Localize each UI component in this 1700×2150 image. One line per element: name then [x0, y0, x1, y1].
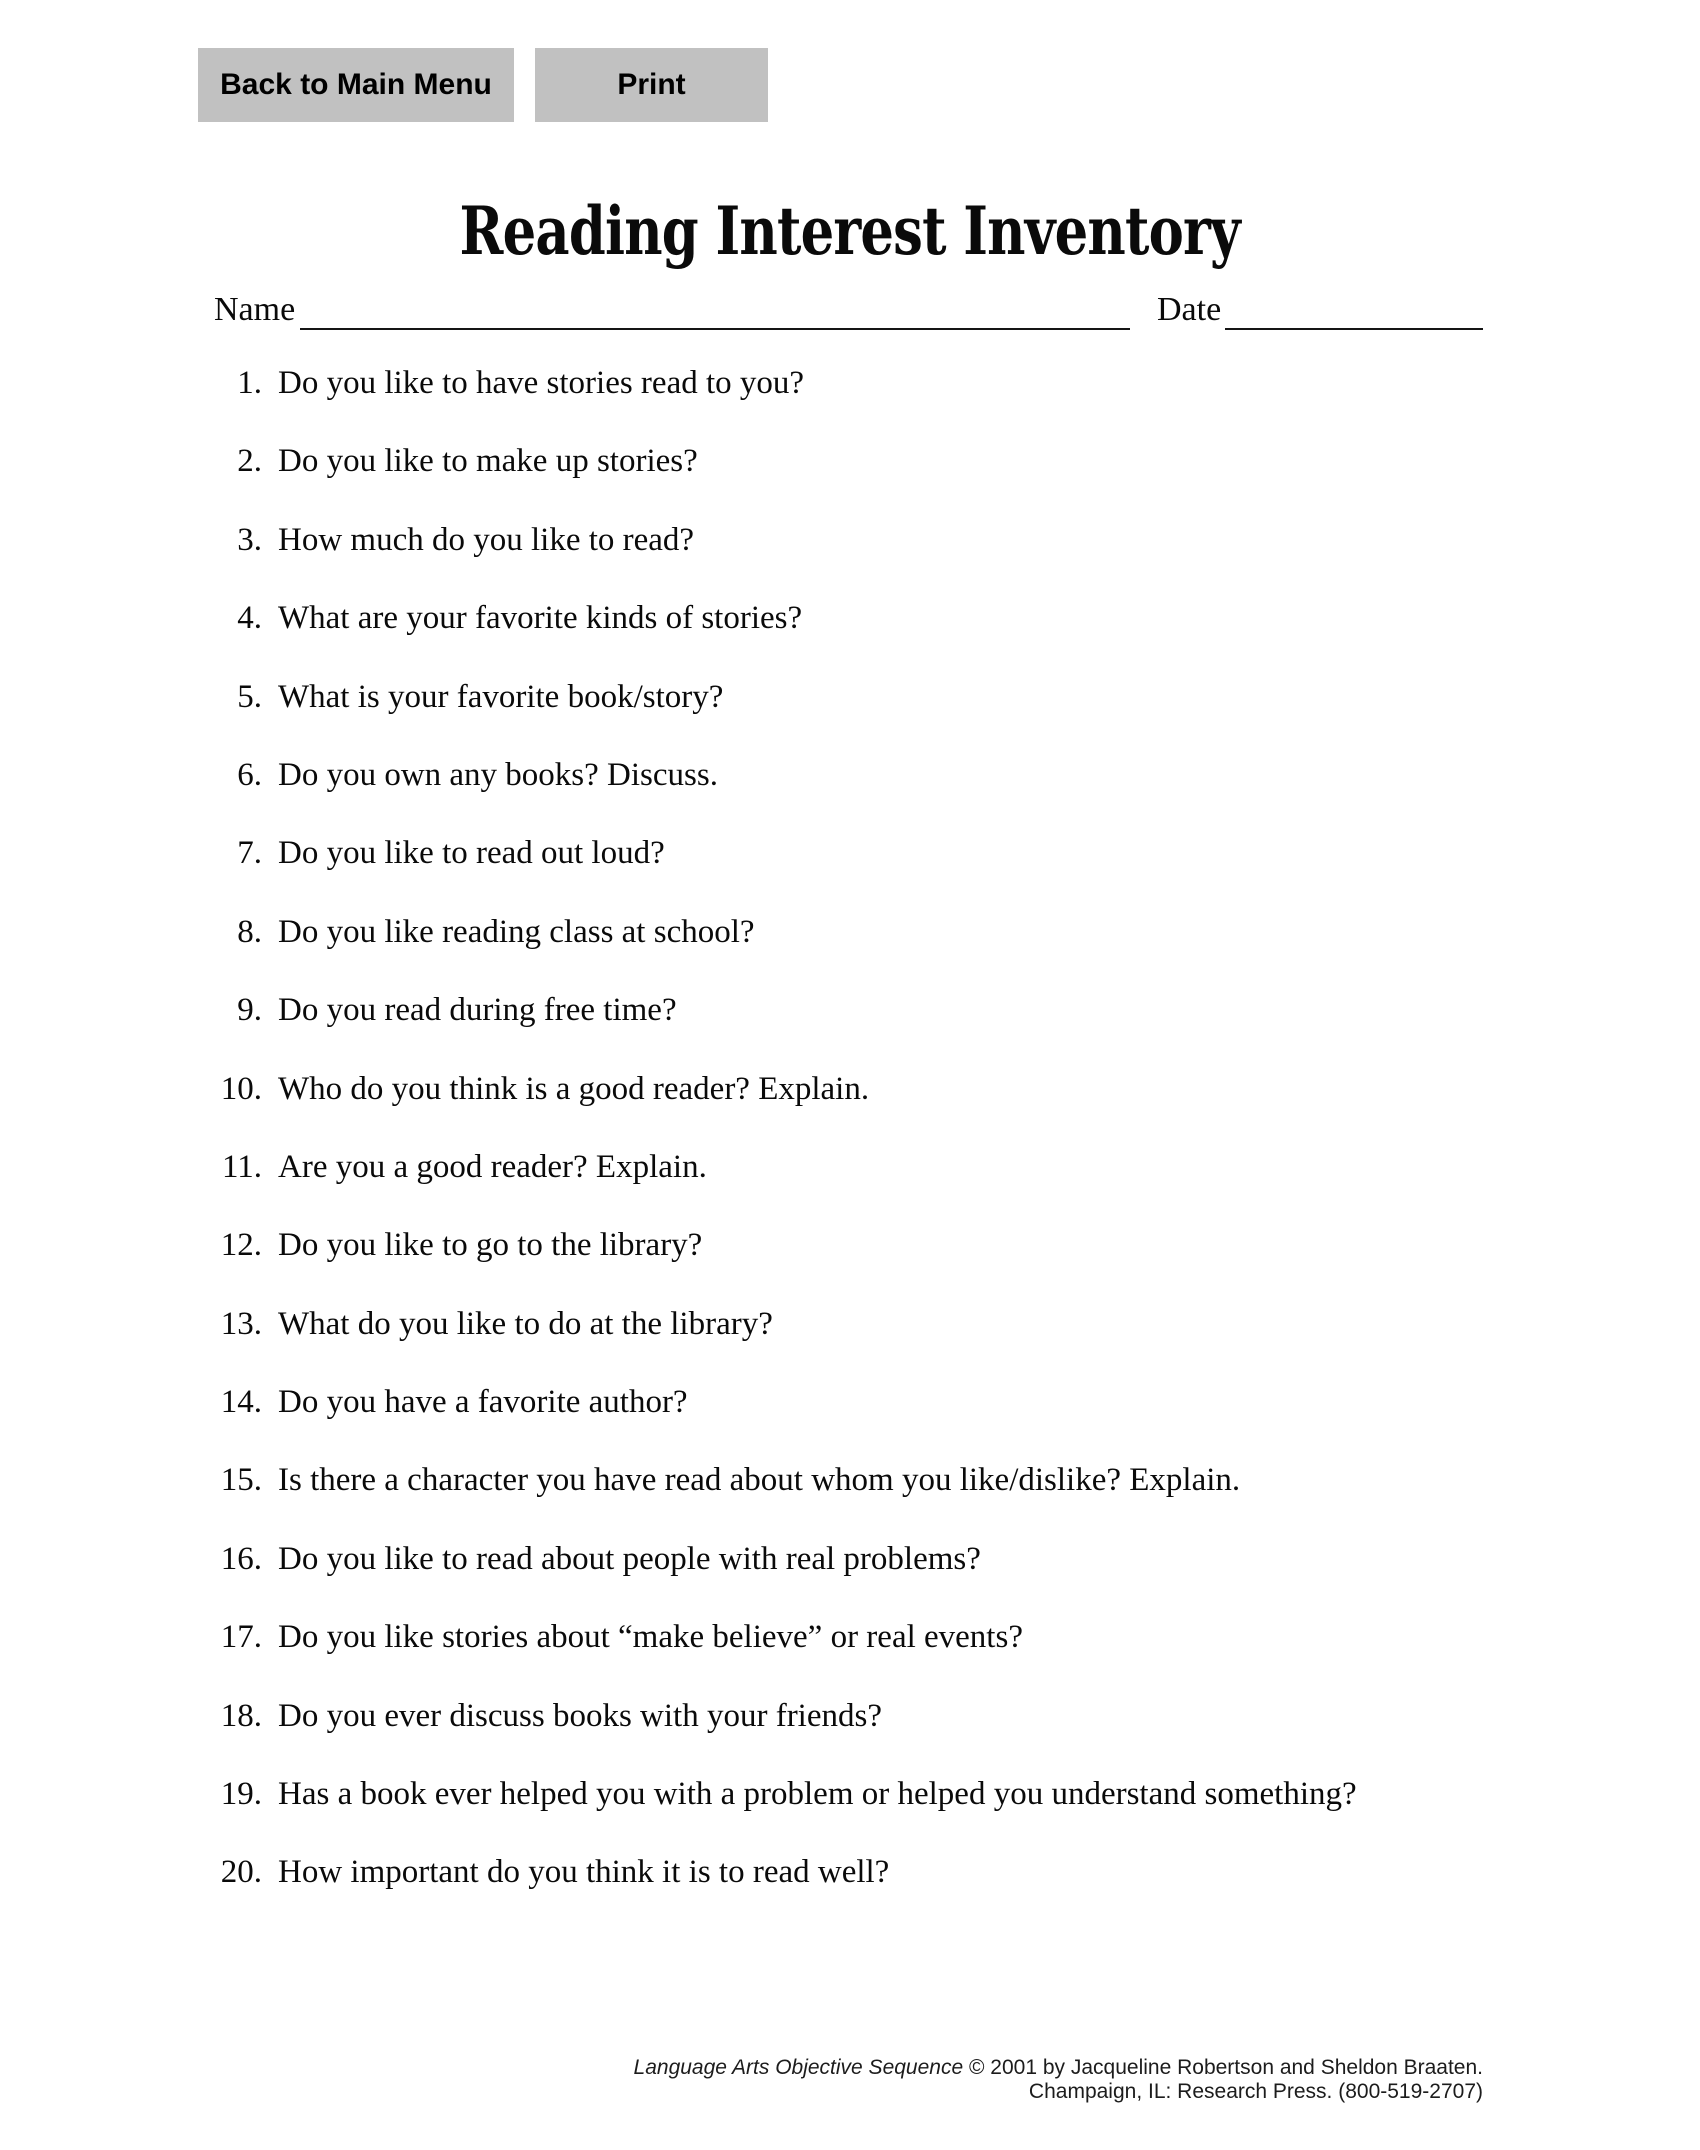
- question-number: 3.: [237, 521, 262, 558]
- question-row: [180, 1384, 1357, 1462]
- question-row: [180, 522, 1357, 600]
- question-number: 13.: [220, 1305, 262, 1342]
- question-row: [180, 1071, 1357, 1149]
- question-row: [180, 600, 1357, 678]
- question-number: 2.: [237, 443, 262, 480]
- question-row: [180, 443, 1357, 521]
- question-number: 1.: [237, 365, 262, 401]
- question-row: [180, 757, 1357, 835]
- question-text: Do you like reading class at school?: [278, 913, 755, 950]
- question-text: Do you like to read about people with real problems?: [278, 1540, 981, 1577]
- question-text: Do you ever discuss books with your friends?: [278, 1697, 882, 1734]
- question-row: [180, 1541, 1357, 1619]
- question-number: 12.: [220, 1227, 262, 1264]
- question-row: [180, 365, 1357, 443]
- question-number: 5.: [237, 678, 262, 715]
- question-number: 10.: [220, 1070, 262, 1107]
- name-underline: [300, 328, 1130, 330]
- footer-line-2: Champaign, IL: Research Press. (800-519-2707): [1028, 2080, 1483, 2103]
- question-text: Do you read during free time?: [278, 992, 677, 1029]
- question-text: Who do you think is a good reader? Explain.: [278, 1070, 870, 1107]
- question-number: 17.: [220, 1619, 262, 1656]
- print-button[interactable]: Print: [535, 48, 768, 122]
- question-number: 20.: [220, 1854, 262, 1891]
- question-row: [180, 835, 1357, 913]
- footer-copyright: © 2001 by Jacqueline Robertson and Sheldon Braaten.: [963, 2056, 1483, 2079]
- date-label: Date: [1157, 291, 1222, 328]
- footer-work-title: Language Arts Objective Sequence: [633, 2056, 964, 2079]
- date-underline: [1225, 328, 1483, 330]
- footer-citation: [634, 2056, 1483, 2104]
- question-row: [180, 914, 1357, 992]
- page-title: [0, 186, 1700, 276]
- question-number: 15.: [220, 1462, 262, 1499]
- question-text: What are your favorite kinds of stories?: [278, 600, 803, 637]
- question-number: 16.: [220, 1540, 262, 1577]
- question-number: 7.: [237, 835, 262, 872]
- question-text: What is your favorite book/story?: [278, 678, 724, 715]
- name-label: Name: [214, 291, 296, 328]
- question-row: [180, 1776, 1357, 1854]
- question-text: Do you like to have stories read to you?: [278, 365, 805, 401]
- question-row: [180, 679, 1357, 757]
- question-number: 18.: [220, 1697, 262, 1734]
- question-row: [180, 1698, 1357, 1776]
- question-text: Do you like to read out loud?: [278, 835, 665, 872]
- question-text: Do you have a favorite author?: [278, 1384, 688, 1421]
- question-list: [180, 365, 1357, 1933]
- question-text: Do you own any books? Discuss.: [278, 756, 718, 793]
- question-number: 11.: [221, 1148, 262, 1185]
- question-text: Do you like stories about “make believe” or real events?: [278, 1619, 1023, 1656]
- question-text: Is there a character you have read about whom you like/dislike? Explain.: [278, 1462, 1241, 1499]
- question-number: 9.: [237, 992, 262, 1029]
- question-number: 19.: [220, 1776, 262, 1813]
- question-number: 6.: [237, 756, 262, 793]
- question-text: How much do you like to read?: [278, 521, 695, 558]
- question-text: Are you a good reader? Explain.: [278, 1148, 707, 1185]
- question-text: How important do you think it is to read well?: [278, 1854, 890, 1891]
- question-row: [180, 1854, 1357, 1932]
- question-row: [180, 1149, 1357, 1227]
- question-row: [180, 1462, 1357, 1540]
- question-text: Do you like to make up stories?: [278, 443, 698, 480]
- question-text: Has a book ever helped you with a problem or helped you understand something?: [278, 1776, 1357, 1813]
- question-number: 8.: [237, 913, 262, 950]
- question-row: [180, 1619, 1357, 1697]
- question-text: Do you like to go to the library?: [278, 1227, 703, 1264]
- question-row: [180, 992, 1357, 1070]
- question-row: [180, 1306, 1357, 1384]
- back-to-main-menu-button[interactable]: Back to Main Menu: [198, 48, 514, 122]
- question-text: What do you like to do at the library?: [278, 1305, 773, 1342]
- question-number: 14.: [220, 1384, 262, 1421]
- page-title-text: Reading Interest Inventory: [459, 192, 1241, 270]
- question-row: [180, 1227, 1357, 1305]
- footer-line-1: [634, 2056, 1483, 2080]
- question-number: 4.: [237, 600, 262, 637]
